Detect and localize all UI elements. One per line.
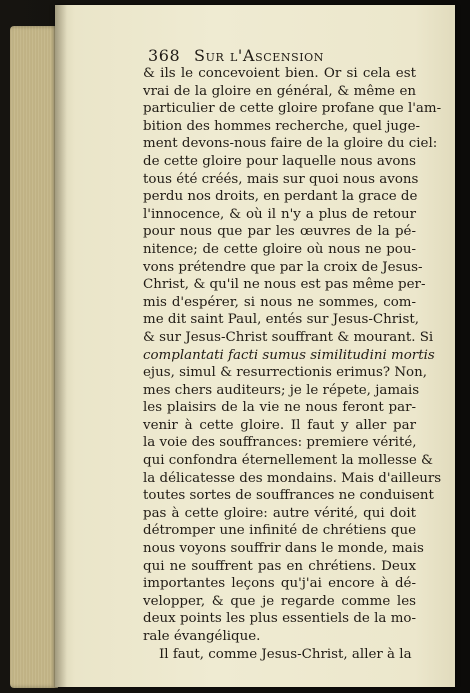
text-line: bition des hommes recherche, quel juge- [143, 118, 421, 134]
text-line: ejus, simul & resurrectionis erimus? Non, [143, 365, 427, 381]
text-line: pour nous que par les œuvres de la pé- [143, 224, 416, 240]
text-line: tous été créés, mais sur quoi nous avons [143, 171, 419, 187]
text-line: qui ne souffrent pas en chrétiens. Deux [143, 558, 416, 574]
text-line: Christ, & qu'il ne nous est pas même per- [143, 277, 426, 293]
running-head: Sur l'Ascension [194, 46, 325, 65]
text-line: détromper une infinité de chrétiens que [143, 523, 416, 539]
text-line: la délicatesse des mondains. Mais d'ailleurs [143, 470, 442, 486]
text-line: les plaisirs de la vie ne nous feront par- [143, 400, 416, 416]
text-line: & sur Jesus-Christ souffrant & mourant. Si [143, 329, 434, 345]
text-line: la voie des souffrances: premiere vérité, [143, 435, 417, 451]
text-line: perdu nos droits, en perdant la grace de [143, 189, 418, 205]
text-line: nitence; de cette gloire où nous ne pou- [143, 241, 416, 257]
text-line: venir à cette gloire. Il faut y aller par [143, 417, 416, 433]
page-edges [10, 26, 58, 688]
text-line: nous voyons souffrir dans le monde, mais [143, 541, 424, 557]
gutter-shadow [55, 5, 67, 687]
text-line: particulier de cette gloire profane que l'am- [143, 101, 442, 117]
page-number: 368 [148, 46, 181, 65]
text-line: rale évangélique. [143, 629, 261, 644]
text-line: velopper, & que je regarde comme les [143, 593, 416, 609]
text-line: de cette gloire pour laquelle nous avons [143, 153, 416, 169]
text-line: & ils le concevoient bien. Or si cela est [143, 66, 416, 81]
text-line: l'innocence, & où il n'y a plus de retour [143, 206, 416, 222]
latin-quote-line: complantati facti sumus similitudini mortis [143, 347, 435, 363]
text-line: ment devons-nous faire de la gloire du ciel: [143, 136, 438, 152]
text-line: deux points les plus essentiels de la mo- [143, 611, 416, 627]
text-line: qui confondra éternellement la mollesse & [143, 453, 433, 469]
text-line: vrai de la gloire en général, & même en [143, 83, 416, 99]
text-line: pas à cette gloire: autre vérité, qui doit [143, 505, 416, 521]
text-line: me dit saint Paul, entés sur Jesus-Christ, [143, 312, 419, 328]
text-line: Il faut, comme Jesus-Christ, aller à la [159, 646, 412, 662]
text-line: toutes sortes de souffrances ne conduisent [143, 488, 434, 504]
text-line: importantes leçons qu'j'ai encore à dé- [143, 576, 416, 592]
text-line: mes chers auditeurs; je le répete, jamais [143, 382, 420, 398]
body-text [143, 65, 442, 663]
text-line: vons prétendre que par la croix de Jesus- [143, 259, 423, 275]
text-line: mis d'espérer, si nous ne sommes, com- [143, 294, 416, 310]
